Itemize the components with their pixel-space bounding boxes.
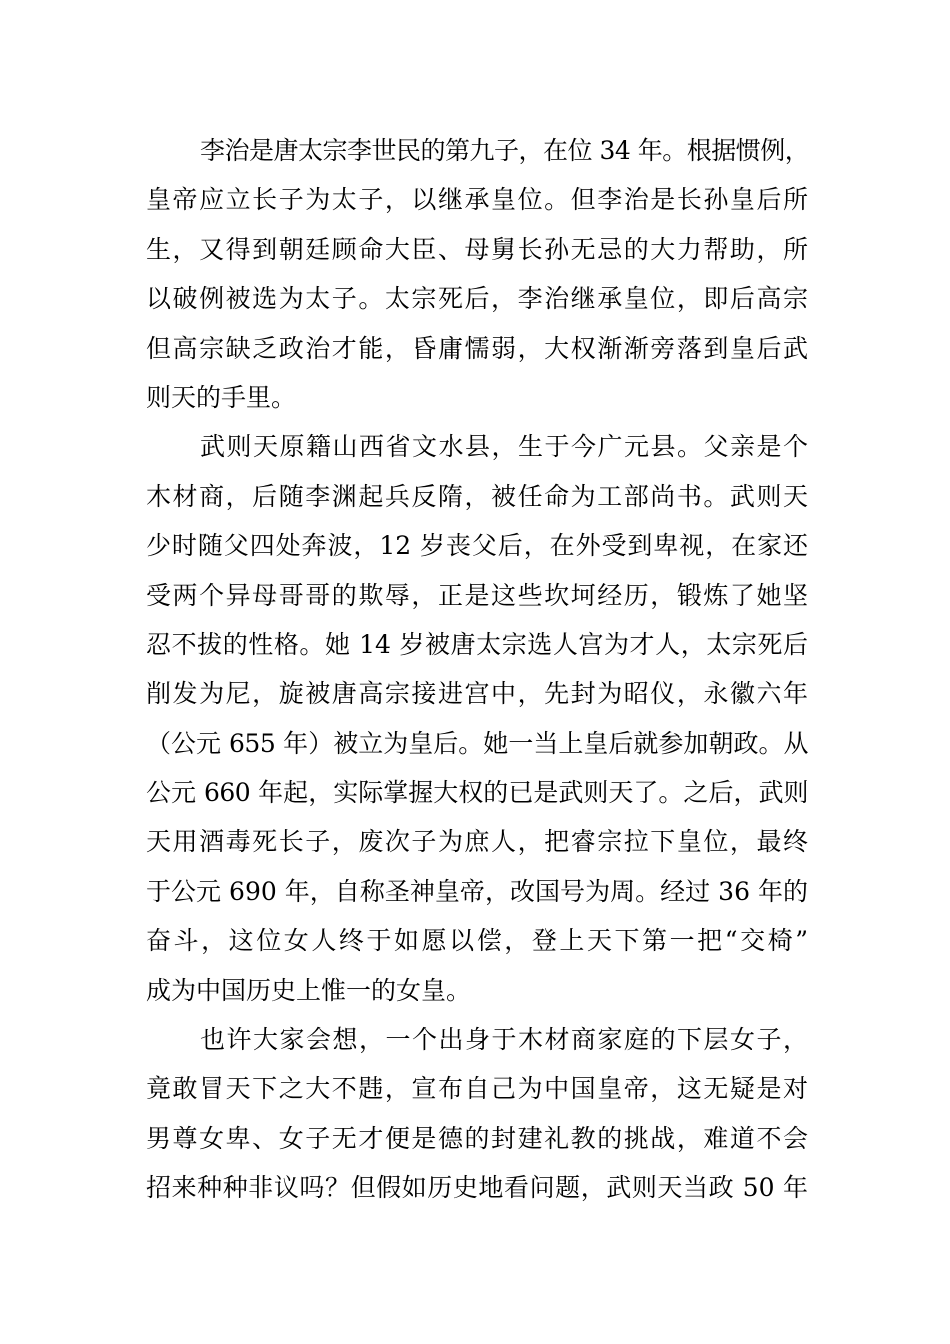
paragraph-2-line-1: 武则天原籍山西省文水县，生于今广元县。父亲是个	[200, 432, 808, 462]
paragraph-2-line-11: 奋斗，这位女人终于如愿以偿，登上天下第一把“交椅”	[146, 926, 808, 956]
paragraph-1-line-5: 但高宗缺乏政治才能，昏庸懦弱，大权渐渐旁落到皇后武	[146, 333, 808, 363]
paragraph-2-line-3: 少时随父四处奔波，12 岁丧父后，在外受到卑视，在家还	[146, 531, 808, 561]
paragraph-1-line-3: 生，又得到朝廷顾命大臣、母舅长孙无忌的大力帮助，所	[146, 234, 808, 264]
paragraph-2-line-4: 受两个异母哥哥的欺辱，正是这些坎坷经历，锻炼了她坚	[146, 580, 808, 610]
paragraph-3-line-3: 男尊女卑、女子无才便是德的封建礼教的挑战，难道不会	[146, 1123, 808, 1153]
paragraph-2-line-10: 于公元 690 年，自称圣神皇帝，改国号为周。经过 36 年的	[146, 876, 808, 906]
paragraph-1-line-4: 以破例被选为太子。太宗死后，李治继承皇位，即后高宗	[146, 284, 808, 314]
paragraph-3-line-4: 招来种种非议吗？但假如历史地看问题，武则天当政 50 年	[146, 1173, 808, 1203]
paragraph-1-line-2: 皇帝应立长子为太子，以继承皇位。但李治是长孙皇后所	[146, 185, 808, 215]
paragraph-2-line-8: 公元 660 年起，实际掌握大权的已是武则天了。之后，武则	[146, 778, 808, 808]
paragraph-2-line-9: 天用酒毒死长子，废次子为庶人，把睿宗拉下皇位，最终	[146, 827, 808, 857]
paragraph-2-line-5: 忍不拔的性格。她 14 岁被唐太宗选人宫为才人，太宗死后	[146, 629, 808, 659]
paragraph-2-line-6: 削发为尼，旋被唐高宗接进宫中，先封为昭仪，永徽六年	[146, 679, 808, 709]
paragraph-2-line-7: （公元 655 年）被立为皇后。她一当上皇后就参加朝政。从	[146, 728, 808, 758]
paragraph-1-line-6: 则天的手里。	[146, 382, 297, 412]
paragraph-2-line-12: 成为中国历史上惟一的女皇。	[146, 975, 472, 1005]
paragraph-3-line-1: 也许大家会想，一个出身于木材商家庭的下层女子，	[200, 1025, 808, 1055]
paragraph-1-line-1: 李治是唐太宗李世民的第九子，在位 34 年。根据惯例，	[200, 136, 810, 165]
paragraph-2-line-2: 木材商，后随李渊起兵反隋，被任命为工部尚书。武则天	[146, 481, 808, 511]
body-text	[146, 126, 808, 1213]
paragraph-3-line-2: 竟敢冒天下之大不韪，宣布自己为中国皇帝，这无疑是对	[146, 1074, 808, 1104]
